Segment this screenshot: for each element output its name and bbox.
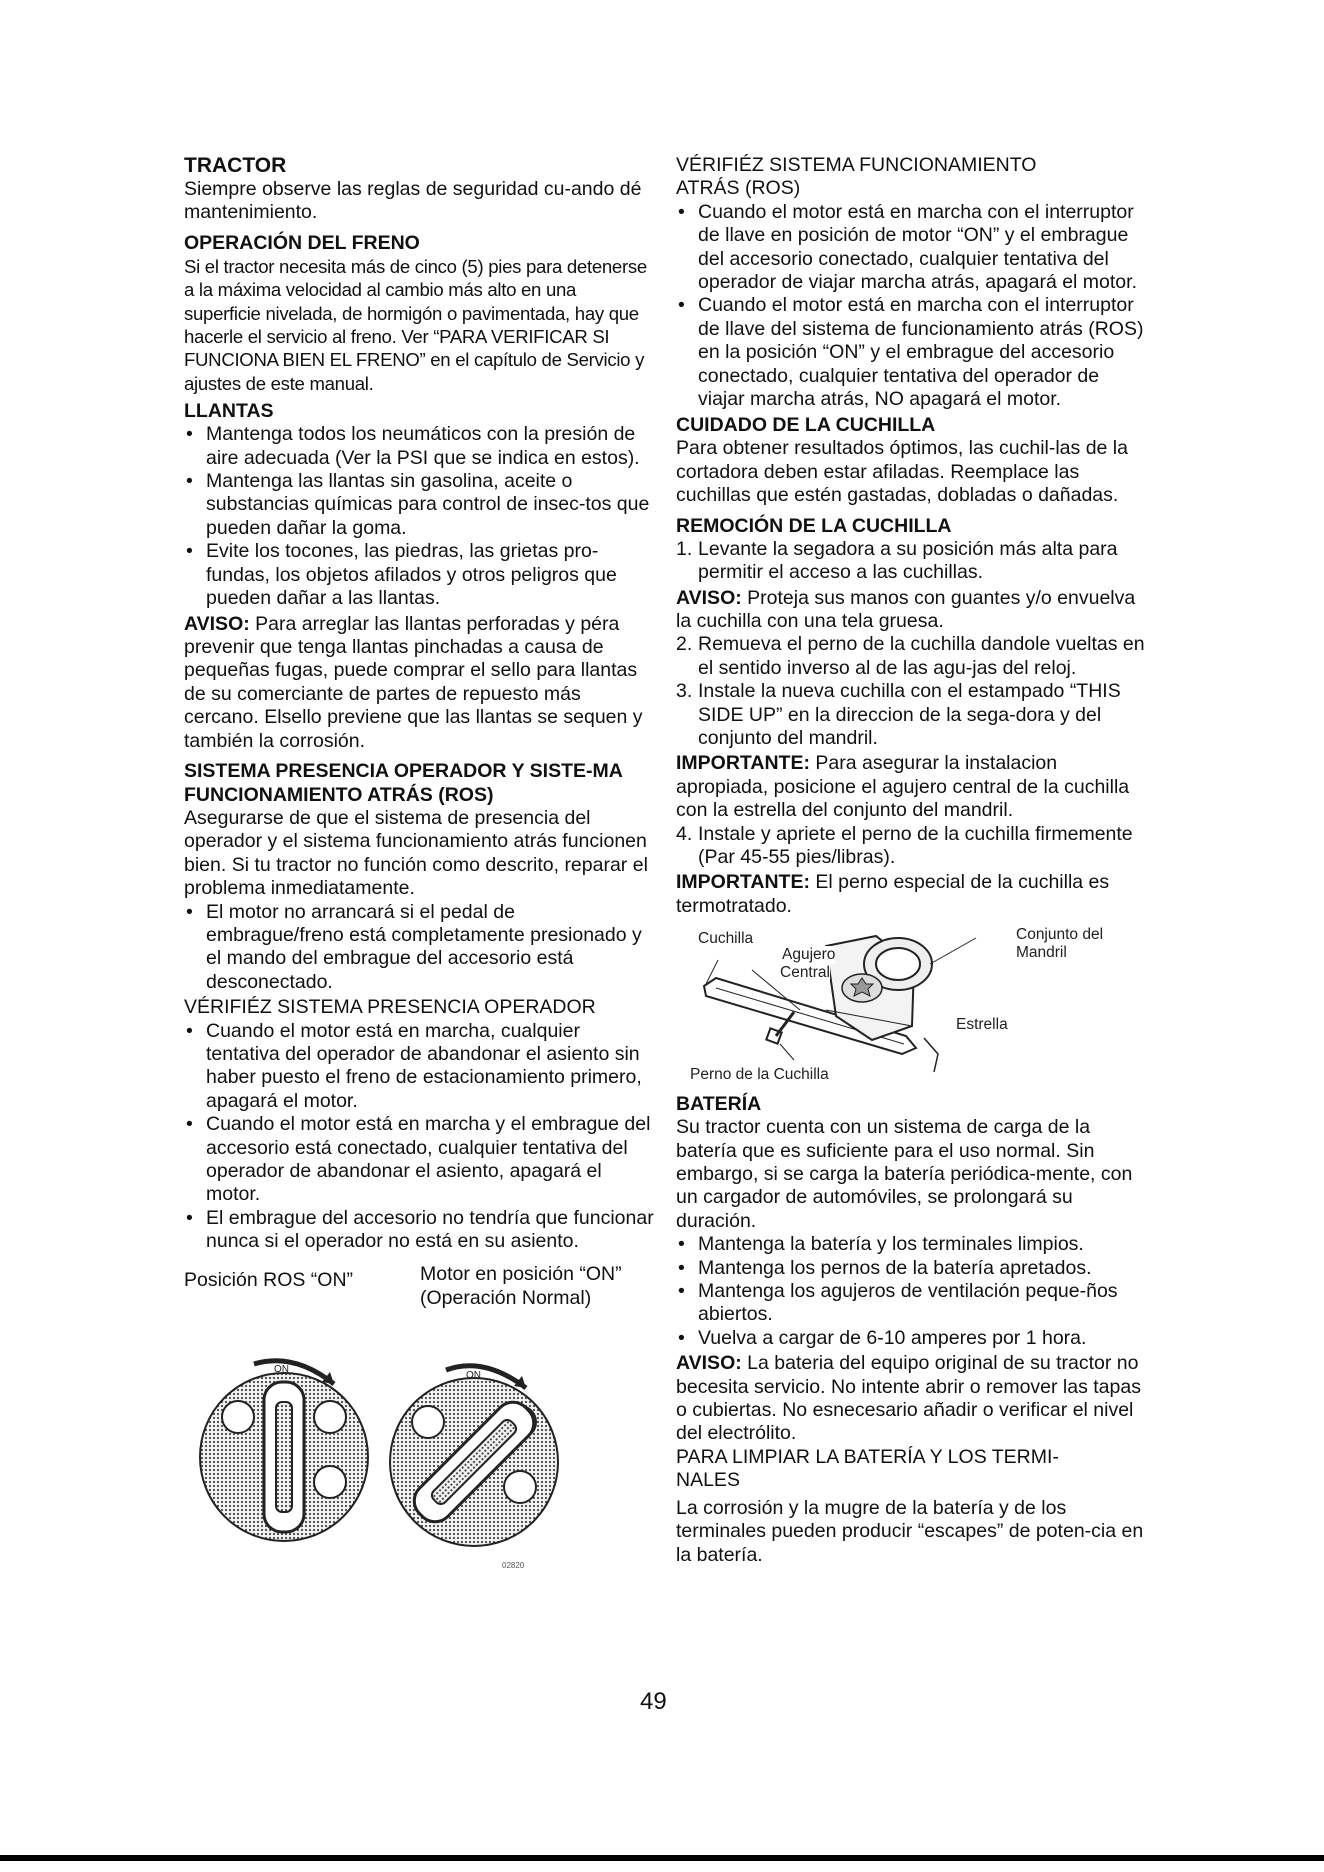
importante-label: IMPORTANTE:	[676, 871, 810, 894]
aviso-text: La bateria del equipo original de su tractor no becesita servicio. No intente abrir o remover las tapas o cubiertas. No esnecesario añadir o verificar el nivel del electrólito.	[676, 1352, 1141, 1445]
freno-heading: OPERACIÓN DEL FRENO	[184, 231, 420, 254]
list-item: • Cuando el motor está en marcha, cualquier tentativa del operador de abandonar el asiento sin haber puesto el freno de estacionamiento primero, apagará el motor.	[184, 1020, 654, 1114]
aviso-text: Proteja sus manos con guantes y/o envuelva la cuchilla con una tela gruesa.	[676, 586, 1136, 632]
remocion-step-1	[676, 538, 1146, 585]
step-number: 2.	[676, 633, 693, 656]
dial-caption-operacion: (Operación Normal)	[420, 1286, 592, 1309]
bateria-text: Su tractor cuenta con un sistema de carga de la batería que es suficiente para el uso normal. Sin embargo, si se carga la batería periódica-mente, con un cargador de automóviles, se prolongará su duración.	[676, 1116, 1133, 1232]
remocion-aviso	[676, 587, 1146, 634]
step-text: Remueva el perno de la cuchilla dandole vueltas en el sentido inverso al de las agu-jas del reloj.	[698, 633, 1145, 679]
verifiez-ros-heading-1: VÉRIFIÉZ SISTEMA FUNCIONAMIENTO	[676, 154, 1037, 176]
left-column	[184, 154, 654, 1622]
remocion-heading: REMOCIÓN DE LA CUCHILLA	[676, 514, 952, 537]
llantas-heading: LLANTAS	[184, 400, 274, 423]
right-column	[676, 154, 1146, 1571]
verifiez-operador-heading: VÉRIFIÉZ SISTEMA PRESENCIA OPERADOR	[184, 996, 596, 1019]
llantas-aviso	[184, 613, 654, 753]
sistema-text: Asegurarse de que el sistema de presencia del operador y el sistema funcionamiento atrás funcionen bien. Si tu tractor no función como descrito, reparar el problema inmediatamente.	[184, 806, 648, 900]
freno-text: Si el tractor necesita más de cinco (5) pies para detenerse a la máxima velocidad al cambio más alto en una superficie nivelada, de hormigón o pavimentada, hay que hacerle el servicio al freno. Ver “PARA VERIFICAR SI FUNCIONA BIEN EL FRENO” en el capítulo de Servicio y ajustes de este manual.	[184, 255, 647, 394]
blade-assembly-figure	[676, 926, 1146, 1086]
list-item: • Mantenga las llantas sin gasolina, aceite o substancias químicas para control de insec-tos que pueden dañar la goma.	[184, 470, 654, 540]
sistema-heading: SISTEMA PRESENCIA OPERADOR Y SISTE-MA FUNCIONAMIENTO ATRÁS (ROS)	[184, 759, 623, 806]
bateria-aviso	[676, 1352, 1146, 1446]
aviso-text: Para arreglar las llantas perforadas y péra prevenir que tenga llantas pinchadas a causa de pequeñas fugas, puede comprar el sello para llantas de su comerciante de partes de repuesto más cercano. Elsello previene que las llantas se sequen y también la corrosión.	[184, 612, 643, 752]
svg-text:ON: ON	[274, 1363, 289, 1375]
llantas-list	[184, 423, 654, 610]
page-number: 49	[640, 1688, 667, 1715]
limpiar-heading-2: NALES	[676, 1469, 740, 1492]
list-item: • Vuelva a cargar de 6-10 amperes por 1 hora.	[676, 1327, 1146, 1350]
importante-label: IMPORTANTE:	[676, 752, 810, 775]
label-estrella: Estrella	[956, 1016, 1008, 1034]
dial-caption-ros: Posición ROS “ON”	[184, 1268, 354, 1291]
bateria-heading: BATERÍA	[676, 1093, 762, 1116]
importante-2	[676, 871, 1146, 918]
list-item: • Evite los tocones, las piedras, las grietas pro-fundas, los objetos afilados y otros peligros que pueden dañar a las llantas.	[184, 540, 654, 610]
label-central: Central	[780, 964, 830, 982]
tractor-text: Siempre observe las reglas de seguridad cu-ando dé mantenimiento.	[184, 178, 642, 224]
importante-1	[676, 752, 1146, 822]
importante-text: Para asegurar la instalacion apropiada, posicione el agujero central de la cuchilla con la estrella del conjunto del mandril.	[676, 752, 1130, 822]
step-number: 4.	[676, 822, 693, 845]
bateria-list	[676, 1233, 1146, 1350]
tractor-heading: TRACTOR	[184, 154, 287, 177]
list-item: • Cuando el motor está en marcha con el interruptor de llave del sistema de funcionamiento atrás (ROS) en la posición “ON” y el embrague del accesorio conectado, cualquier tentativa del operador de viajar marcha atrás, NO apagará el motor.	[676, 294, 1146, 411]
svg-text:ON: ON	[466, 1369, 481, 1381]
limpiar-heading-1: PARA LIMPIAR LA BATERÍA Y LOS TERMI-	[676, 1445, 1059, 1468]
cuidado-heading: CUIDADO DE LA CUCHILLA	[676, 414, 936, 437]
list-item: • Cuando el motor está en marcha con el interruptor de llave en posición de motor “ON” y el embrague del accesorio conectado, cualquier tentativa del operador de viajar marcha atrás, apagará el motor.	[676, 201, 1146, 295]
step-number: 1.	[676, 537, 693, 560]
list-item: • El motor no arrancará si el pedal de embrague/freno está completamente presionado y el mando del embrague del accesorio está desconectado.	[184, 901, 654, 995]
list-item: • Mantenga todos los neumáticos con la presión de aire adecuada (Ver la PSI que se indica en estos).	[184, 423, 654, 470]
label-cuchilla: Cuchilla	[698, 930, 754, 948]
figure-code: 02820	[502, 1560, 525, 1570]
cuidado-text: Para obtener resultados óptimos, las cuchil-las de la cortadora deben estar afiladas. Reemplace las cuchillas que estén gastadas, dobladas o dañadas.	[676, 437, 1128, 507]
bottom-rule	[0, 1855, 1324, 1861]
limpiar-text: La corrosión y la mugre de la batería y de los terminales pueden producir “escapes” de poten-cia en la batería.	[676, 1496, 1144, 1566]
ignition-dials-figure	[184, 1262, 654, 1622]
label-mandril: Mandril	[1016, 944, 1067, 962]
remocion-steps-2-3	[676, 633, 1146, 750]
label-agujero: Agujero	[782, 946, 836, 964]
list-item: • Cuando el motor está en marcha y el embrague del accesorio está conectado, cualquier tentativa del operador de abandonar el asiento, apagará el motor.	[184, 1113, 654, 1207]
verifiez-operador-list	[184, 1020, 654, 1254]
aviso-label: AVISO:	[184, 612, 250, 635]
verifiez-ros-heading-2: ATRÁS (ROS)	[676, 177, 801, 200]
label-perno: Perno de la Cuchilla	[690, 1066, 829, 1084]
list-item: • Mantenga la batería y los terminales limpios.	[676, 1233, 1146, 1256]
list-item: • Mantenga los pernos de la batería apretados.	[676, 1257, 1146, 1280]
aviso-label: AVISO:	[676, 586, 742, 609]
dial-caption-motor: Motor en posición “ON”	[420, 1262, 622, 1285]
motor-dial-icon	[390, 1365, 558, 1545]
step-text: Instale y apriete el perno de la cuchilla firmemente (Par 45-55 pies/libras).	[698, 822, 1133, 868]
step-text: Levante la segadora a su posición más alta para permitir el acceso a las cuchillas.	[698, 537, 1118, 584]
importante-text: El perno especial de la cuchilla es termotratado.	[676, 871, 1110, 917]
list-item: • Mantenga los agujeros de ventilación peque-ños abiertos.	[676, 1280, 1146, 1327]
step-text: Instale la nueva cuchilla con el estampado “THIS SIDE UP” en la direccion de la sega-dora y del conjunto del mandril.	[698, 680, 1121, 749]
remocion-step-4	[676, 823, 1146, 870]
ros-dial-icon	[200, 1360, 368, 1540]
blade-assembly-svg	[676, 926, 1146, 1086]
step-number: 3.	[676, 680, 693, 703]
verifiez-ros-list	[676, 201, 1146, 412]
label-conjunto: Conjunto del	[1016, 926, 1104, 944]
ignition-dials-svg	[184, 1312, 654, 1612]
list-item: • El embrague del accesorio no tendría que funcionar nunca si el operador no está en su asiento.	[184, 1207, 654, 1254]
aviso-label: AVISO:	[676, 1352, 742, 1375]
sistema-list	[184, 901, 654, 995]
